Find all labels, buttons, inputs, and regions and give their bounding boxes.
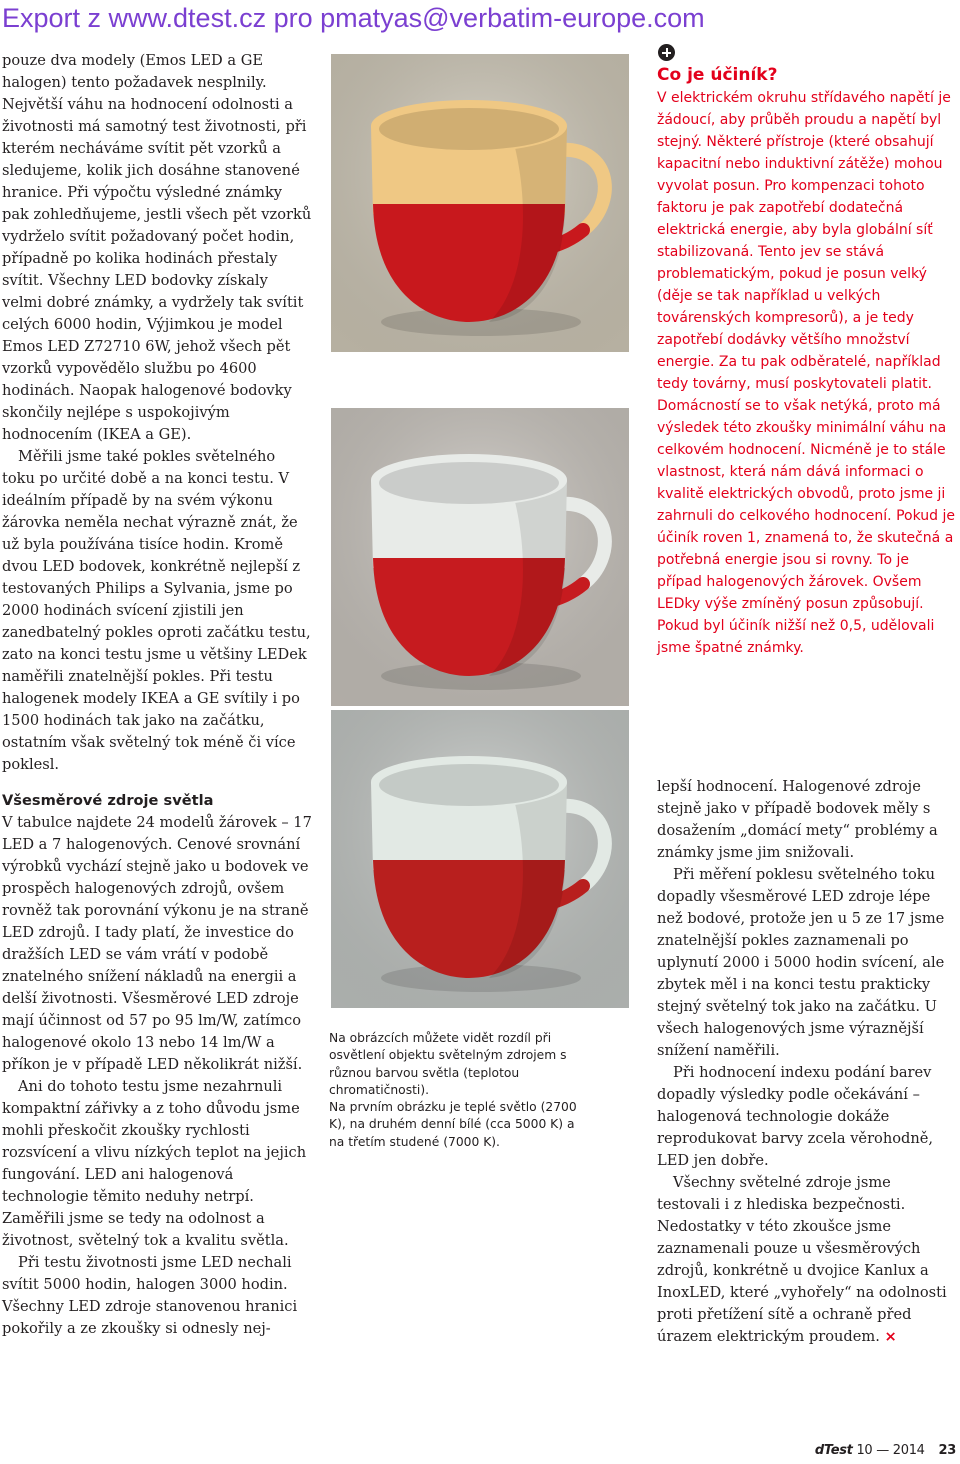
export-header: Export z www.dtest.cz pro pmatyas@verbatim-europe.com [2, 3, 705, 33]
caption-paragraph: Na obrázcích můžete vidět rozdíl při osvětlení objektu světelným zdrojem s různou barvou světla (teplotou chromatičnosti). [329, 1031, 567, 1097]
mug-interior [379, 108, 559, 150]
page-footer [815, 1442, 956, 1460]
photo-caption [329, 1030, 579, 1151]
body-paragraph: V tabulce najdete 24 modelů žárovek – 17 LED a 7 halogenových. Cenové srovnání výrobků vychází stejně jako u bodovek ve prospěch halogenových zdrojů, ovšem rovněž tak porovnání výkonu je na straně LED zdrojů. I tady platí, že investice do dražších LED se vám vrátí v podobě znatelného snížení nákladů na energii a delší životnosti. Všesměrové LED zdroje mají účinnost od 57 po 95 lm/W, zatímco halogenové okolo 13 nebo 14 lm/W a příkon je v případě LED několikrát nižší. [2, 814, 312, 1073]
mug-photo-svg [331, 408, 629, 706]
section-heading: Všesměrové zdroje světla [2, 792, 214, 809]
caption-paragraph: Na prvním obrázku je teplé světlo (2700 K), na druhém denní bílé (cca 5000 K) a na třetím studené (7000 K). [329, 1100, 577, 1149]
footer-issue: 10 — 2014 [856, 1443, 925, 1458]
footer-brand: dTest [814, 1443, 853, 1458]
info-box-power-factor [657, 44, 957, 659]
mug-photo-svg [331, 54, 629, 352]
body-paragraph: Při měření poklesu světelného toku dopadly všesměrové LED zdroje lépe než bodové, protože jen u 5 ze 17 jsme znatelnější pokles zaznamenali po uplynutí 2000 i 5000 hodin svícení, ale zbytek měl i na konci testu prakticky stejný světelný tok jako na začátku. U všech halogenových jsme výraznější snížení naměřili. [657, 866, 945, 1059]
photo-mug-warm-light [331, 54, 629, 352]
mug-interior [379, 462, 559, 504]
left-column [2, 50, 312, 1340]
last-paragraph-text: Všechny světelné zdroje jsme testovali i z hlediska bezpečnosti. Nedostatky v této zkoušce jsme zaznamenali pouze u všesměrových zdrojů, konkrétně u dvojice Kanlux a InoxLED, které „vyhořely“ na odolnosti proti přetížení sítě a ochraně před úrazem elektrickým proudem. [657, 1174, 947, 1345]
body-paragraph: pouze dva modely (Emos LED a GE halogen) tento požadavek nesplnily. Největší váhu na hodnocení odolnosti a životnosti má samotný test životnosti, při kterém necháváme svítit pět vzorků a sledujeme, kolik jich dosáhne stanovené hranice. Při výpočtu výsledné známky pak zohledňujeme, jestli všech pět vzorků vydrželo svítit požadovaný počet hodin, případně po kolika hodinách přestaly svítit. Všechny LED bodovky získaly velmi dobré známky, a vydržely tak svítit celých 6000 hodin, Výjimkou je model Emos LED Z72710 6W, jehož všech pět vzorků vypovědělo službu po 4600 hodinách. Naopak halogenové bodovky skončily nejlépe s uspokojivým hodnocením (IKEA a GE). [2, 52, 312, 443]
right-column [657, 776, 957, 1348]
end-mark-icon: × [884, 1328, 897, 1345]
info-box-title: Co je účiník? [657, 65, 778, 85]
body-paragraph: Ani do tohoto testu jsme nezahrnuli kompaktní zářivky a z toho důvodu jsme mohli přeskočit zkoušky rychlosti rozsvícení a vlivu nízkých teplot na jejich fungování. LED ani halogenová technologie těmito neduhy netrpí. Zaměřili jsme se tedy na odolnost a životnost, světelný tok a kvalitu světla. [2, 1078, 307, 1249]
body-paragraph: lepší hodnocení. Halogenové zdroje stejně jako v případě bodovek měly s dosažením „domácí mety“ problémy a známky jsme jim snižovali. [657, 778, 938, 861]
plus-circle-icon [658, 44, 675, 61]
body-paragraph: Měřili jsme také pokles světelného toku po určité době a na konci testu. V ideálním případě by na svém výkonu žárovka neměla nechat výrazně znát, že už byla používána tisíce hodin. Kromě dvou LED bodovek, konkrétně nejlepší z testovaných Philips a Sylvania, jsme po 2000 hodinách svícení zjistili jen zanedbatelný pokles oproti začátku testu, zato na konci testu jsme u většiny LEDek naměřili znatelnější pokles. Při testu halogenek modely IKEA a GE svítily i po 1500 hodinách tak jako na začátku, ostatním však světelný tok méně či více poklesl. [2, 448, 311, 773]
info-box-text: V elektrickém okruhu střídavého napětí je žádoucí, aby průběh proudu a napětí byl stejný. Některé přístroje (které obsahují kapacitní nebo induktivní zátěže) mohou vyvolat posun. Pro kompenzaci tohoto faktoru je pak zapotřebí dodatečná elektrická energie, aby byla globální síť stabilizovaná. Tento jev se stává problematickým, pokud je posun velký (děje se tak například u velkých továrenských kompresorů), a je tedy zapotřebí dodávky většího množství energie. Za tu pak odběratelé, například tedy továrny, musí poskytovateli platit. Domácností se to však netýká, proto má výsledek této zkoušky minimální váhu na celkovém hodnocení. Nicméně je to stále vlastnost, která nám dává informaci o kvalitě elektrických obvodů, proto jsme ji zahrnuli do celkového hodnocení. Pokud je účiník roven 1, znamená to, že skutečná a potřebná energie jsou si rovny. To je případ halogenových žárovek. Ovšem LEDky výše zmíněný posun způsobují. Pokud byl účiník nižší než 0,5, udělovali jsme špatné známky. [657, 90, 955, 656]
page-number: 23 [938, 1443, 956, 1458]
mug-photo-svg [331, 710, 629, 1008]
photo-mug-cold-light [331, 710, 629, 1008]
body-paragraph: Při testu životnosti jsme LED nechali svítit 5000 hodin, halogen 3000 hodin. Všechny LED zdroje stanovenou hranici pokořily a ze zkoušky si odnesly nej- [2, 1254, 298, 1337]
photo-mug-daylight [331, 408, 629, 706]
body-paragraph: Při hodnocení indexu podání barev dopadly výsledky podle očekávání – halogenová technologie dokáže reprodukovat barvy zcela věrohodně, LED jen dobře. [657, 1064, 934, 1169]
body-paragraph [657, 1172, 957, 1348]
mug-interior [379, 764, 559, 806]
